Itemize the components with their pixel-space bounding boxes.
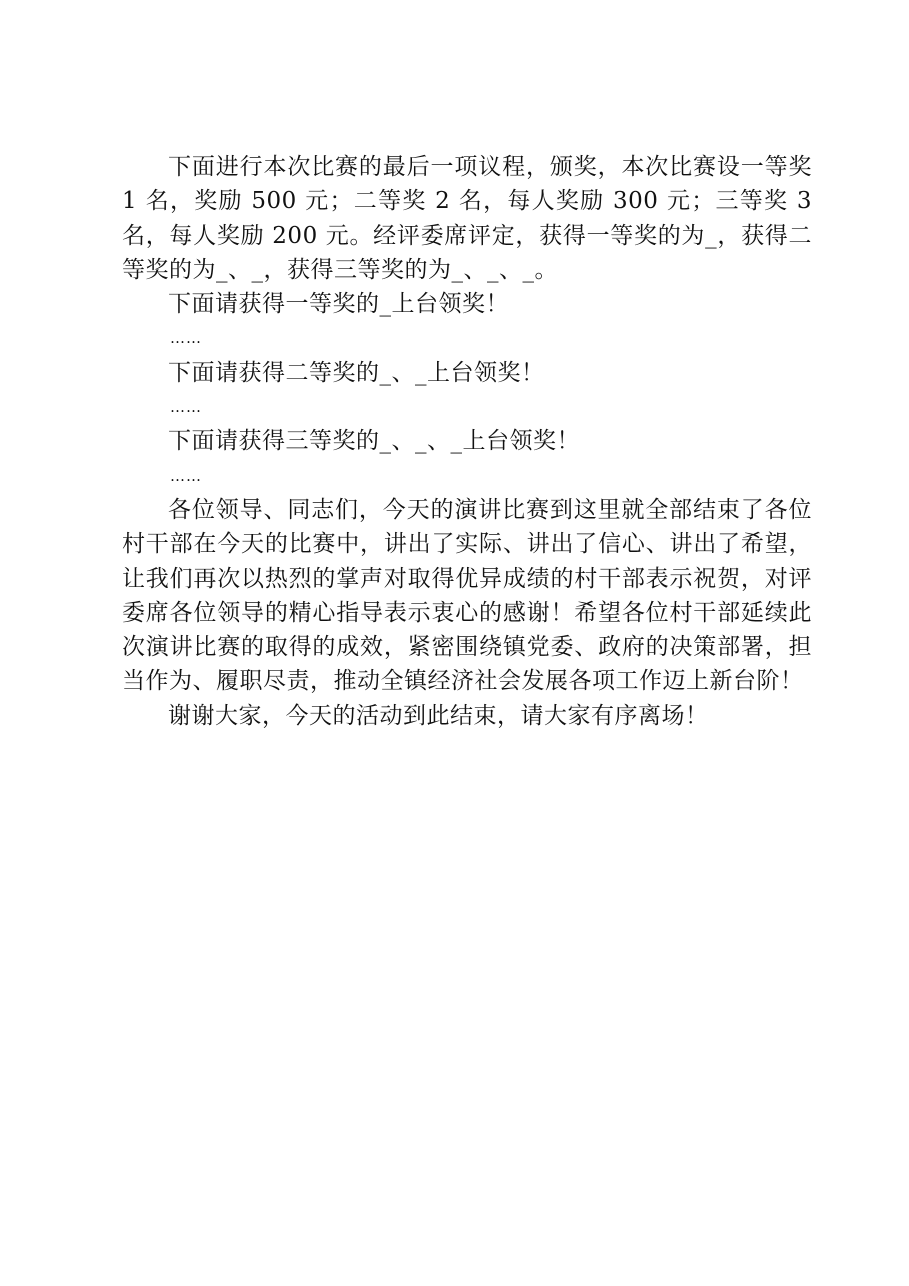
paragraph-award-intro: 下面进行本次比赛的最后一项议程，颁奖，本次比赛设一等奖 1 名，奖励 500 元；二等奖 2 名，每人奖励 300 元；三等奖 3 名，每人奖励 200 元。经评委席评定，获得一等奖的为_，获得二等奖的为_、_，获得三等奖的为_、_、_。 [122, 154, 812, 283]
ellipsis-3: …… [170, 466, 202, 485]
ellipsis-2: …… [170, 398, 202, 417]
paragraph-second-prize-call: 下面请获得二等奖的_、_上台领奖！ [168, 359, 545, 386]
paragraph-closing-remarks: 各位领导、同志们，今天的演讲比赛到这里就全部结束了各位村干部在今天的比赛中，讲出了实际、讲出了信心、讲出了希望，让我们再次以热烈的掌声对取得优异成绩的村干部表示祝贺，对评委席各位领导的精心指导表示衷心的感谢！希望各位村干部延续此次演讲比赛的取得的成效，紧密围绕镇党委、政府的决策部署，担当作为、履职尽责，推动全镇经济社会发展各项工作迈上新台阶！ [122, 496, 812, 695]
ellipsis-1: …… [170, 329, 202, 348]
paragraph-thanks: 谢谢大家，今天的活动到此结束，请大家有序离场！ [168, 702, 709, 729]
document-body [122, 150, 812, 733]
paragraph-first-prize-call: 下面请获得一等奖的_上台领奖！ [168, 291, 509, 318]
paragraph-third-prize-call: 下面请获得三等奖的_、_、_上台领奖！ [168, 428, 580, 455]
